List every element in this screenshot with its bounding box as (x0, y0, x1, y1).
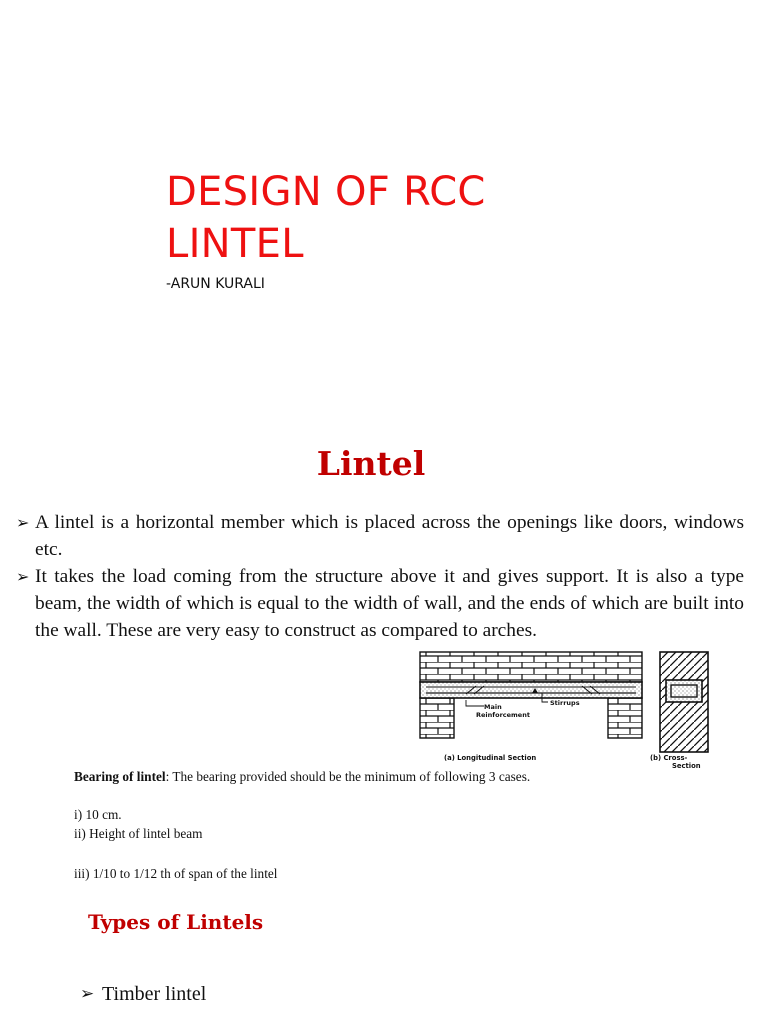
bearing-text: : The bearing provided should be the minimum of following 3 cases. (165, 769, 531, 784)
main-label: Main (484, 703, 502, 711)
title-slide (0, 0, 768, 412)
reinforcement-label: Reinforcement (476, 711, 530, 719)
bearing-case-1: i) 10 cm. (74, 807, 122, 822)
list-item (16, 563, 744, 644)
arrow-bullet-icon: ➢ (80, 984, 95, 1004)
stirrups-label: Stirrups (550, 699, 580, 707)
bearing-label: Bearing of lintel (74, 769, 166, 784)
lintel-heading: Lintel (316, 444, 426, 483)
presentation-title (166, 166, 486, 270)
list-item (80, 980, 206, 1008)
caption-longitudinal: (a) Longitudinal Section (444, 754, 537, 762)
bearing-case-2: ii) Height of lintel beam (74, 826, 203, 841)
type-item-text: Timber lintel (102, 983, 207, 1005)
title-line-2: LINTEL (166, 221, 304, 267)
caption-cross-line2: Section (672, 762, 701, 770)
title-line-1: DESIGN OF RCC (166, 169, 486, 215)
types-heading: Types of Lintels (88, 910, 264, 934)
lintel-bullet-list (16, 509, 744, 644)
bullet-text: A lintel is a horizontal member which is placed across the openings like doors, windows etc. (35, 512, 744, 560)
arrow-bullet-icon: ➢ (16, 567, 30, 586)
arrow-bullet-icon: ➢ (16, 513, 30, 532)
lintel-section-diagram (414, 650, 714, 772)
lintel-slide (0, 412, 768, 881)
types-slide (0, 872, 768, 1024)
caption-cross: (b) Cross- (650, 754, 688, 762)
longitudinal-section (420, 652, 642, 762)
bullet-text: It takes the load coming from the structure above it and gives support. It is also a type beam, the width of which is equal to the width of wall, and the ends of which are built into the wall. These are very easy to construct as compared to arches. (35, 566, 744, 641)
bearing-of-lintel-block (74, 767, 586, 843)
cross-section (650, 652, 708, 770)
bearing-case-3: iii) 1/10 to 1/12 th of span of the lintel (74, 866, 278, 881)
bearing-paragraph (74, 767, 586, 786)
author-name: -ARUN KURALI (166, 276, 265, 292)
list-item (16, 509, 744, 563)
types-list (80, 980, 206, 1008)
